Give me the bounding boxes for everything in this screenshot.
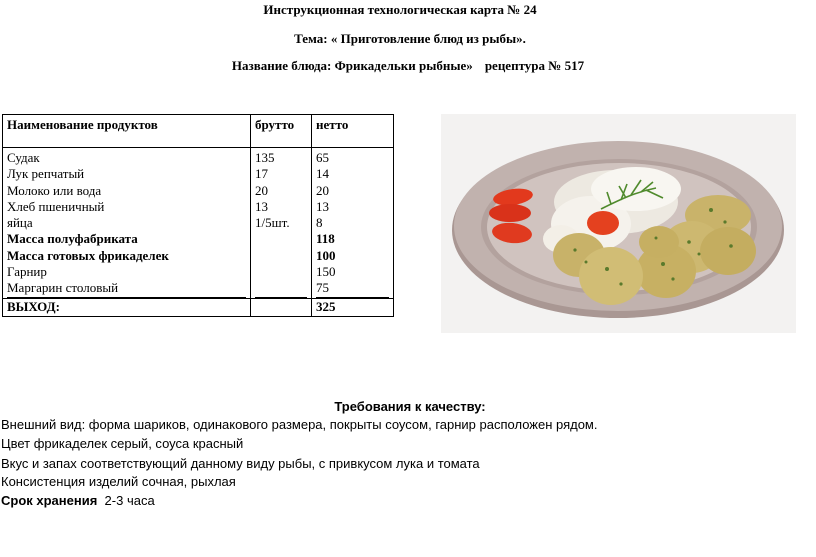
requirement-appearance: Внешний вид: форма шариков, одинакового размера, покрыты соусом, гарнир расположен рядом. bbox=[1, 417, 598, 432]
requirements-title: Требования к качеству: bbox=[334, 399, 486, 414]
requirement-color: Цвет фрикаделек серый, соуса красный bbox=[1, 436, 244, 451]
product-name: Молоко или вода bbox=[7, 182, 102, 198]
product-name: Хлеб пшеничный bbox=[7, 198, 105, 214]
table-body-row bbox=[3, 148, 394, 299]
gross-value: 135 bbox=[255, 150, 275, 165]
finished-mass-label: Масса готовых фрикаделек bbox=[7, 247, 169, 263]
header-name: Наименование продуктов bbox=[3, 115, 251, 148]
fish-meatballs-photo bbox=[441, 114, 796, 333]
net-value: 75 bbox=[316, 280, 389, 297]
storage-label: Срок хранения bbox=[1, 493, 98, 508]
product-name: Лук репчатый bbox=[7, 166, 85, 182]
header-gross: брутто bbox=[251, 115, 312, 148]
product-name: Маргарин столовый bbox=[7, 280, 246, 297]
product-name: Судак bbox=[7, 150, 40, 165]
card-title: Инструкционная технологическая карта № 24 bbox=[263, 2, 537, 17]
output-gross bbox=[251, 298, 312, 316]
requirement-taste: Вкус и запах соответствующий данному виду рыбы, с привкусом лука и томата bbox=[1, 456, 480, 471]
net-value: 20 bbox=[316, 182, 329, 198]
net-value: 118 bbox=[316, 231, 335, 247]
gross-value: 13 bbox=[255, 198, 268, 214]
requirements-title-line bbox=[0, 399, 816, 414]
header-net: нетто bbox=[312, 115, 394, 148]
gross-values-cell bbox=[251, 148, 312, 299]
net-values-cell bbox=[312, 148, 394, 299]
product-names-cell bbox=[3, 148, 251, 299]
semi-finished-mass-label: Масса полуфабриката bbox=[7, 231, 138, 247]
gross-value: 17 bbox=[255, 166, 268, 182]
dish-name-line bbox=[0, 58, 816, 74]
net-value: 8 bbox=[316, 215, 323, 231]
product-name: яйца bbox=[7, 215, 33, 231]
net-value: 14 bbox=[316, 166, 329, 182]
requirement-storage bbox=[1, 493, 155, 508]
recipe-number: рецептура № 517 bbox=[484, 58, 585, 73]
gross-value bbox=[255, 280, 307, 297]
output-label: ВЫХОД: bbox=[3, 298, 251, 316]
gross-value: 20 bbox=[255, 182, 268, 198]
net-value: 100 bbox=[316, 247, 336, 263]
net-value: 65 bbox=[316, 150, 329, 165]
table-header-row bbox=[3, 115, 394, 148]
gross-value bbox=[255, 264, 307, 280]
gross-value bbox=[255, 231, 307, 247]
gross-value: 1/5шт. bbox=[255, 215, 290, 231]
net-value: 150 bbox=[316, 264, 336, 280]
output-row bbox=[3, 298, 394, 316]
requirement-texture: Консистенция изделий сочная, рыхлая bbox=[1, 474, 236, 489]
output-net: 325 bbox=[312, 298, 394, 316]
dish-name: Название блюда: Фрикадельки рыбные» bbox=[231, 58, 473, 73]
net-value: 13 bbox=[316, 198, 329, 214]
card-topic: Тема: « Приготовление блюд из рыбы». bbox=[294, 31, 526, 46]
product-name: Гарнир bbox=[7, 264, 47, 280]
storage-value: 2-3 часа bbox=[104, 493, 155, 508]
products-table bbox=[2, 114, 394, 317]
gross-value bbox=[255, 248, 307, 264]
